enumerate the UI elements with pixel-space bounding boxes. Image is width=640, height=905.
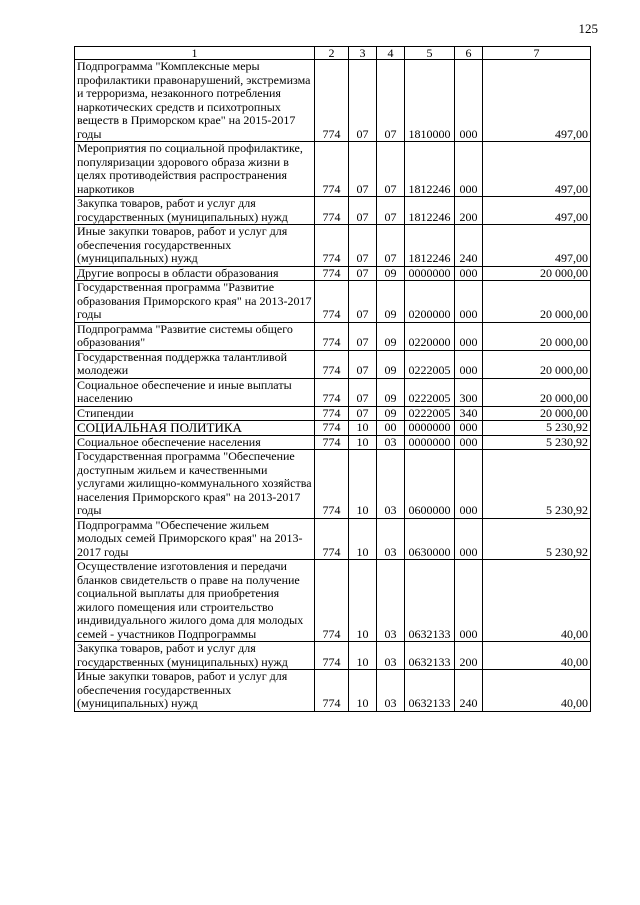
col-header-5: 5 xyxy=(405,47,455,60)
table-row xyxy=(75,350,591,378)
table-row xyxy=(75,266,591,281)
table-row xyxy=(75,642,591,670)
row-col-6: 000 xyxy=(455,450,483,519)
row-col-5: 0000000 xyxy=(405,435,455,450)
row-col-7: 20 000,00 xyxy=(483,350,591,378)
row-name: Иные закупки товаров, работ и услуг для обеспечения государственных (муниципальных) нужд xyxy=(75,225,315,267)
row-col-2: 774 xyxy=(315,560,349,642)
row-name: Мероприятия по социальной профилактике, популяризации здорового образа жизни в целях противодействия распространения наркотиков xyxy=(75,142,315,197)
row-col-2: 774 xyxy=(315,197,349,225)
row-col-3: 10 xyxy=(349,642,377,670)
row-name: Другие вопросы в области образования xyxy=(75,266,315,281)
row-col-4: 07 xyxy=(377,142,405,197)
col-header-7: 7 xyxy=(483,47,591,60)
table-row xyxy=(75,142,591,197)
row-col-2: 774 xyxy=(315,225,349,267)
row-col-4: 09 xyxy=(377,266,405,281)
row-col-4: 03 xyxy=(377,670,405,712)
row-name: Социальное обеспечение и иные выплаты населению xyxy=(75,378,315,406)
row-col-2: 774 xyxy=(315,60,349,142)
row-col-6: 000 xyxy=(455,281,483,323)
row-name: Социальное обеспечение населения xyxy=(75,435,315,450)
row-name: Осуществление изготовления и передачи бланков свидетельств о праве на получение социальной выплаты для приобретения жилого помещения или строительство индивидуального жилого дома для молодых семей - участников Подпрограммы xyxy=(75,560,315,642)
row-name: Иные закупки товаров, работ и услуг для обеспечения государственных (муниципальных) нужд xyxy=(75,670,315,712)
row-col-3: 07 xyxy=(349,378,377,406)
table-header-row xyxy=(75,47,591,60)
row-col-3: 07 xyxy=(349,350,377,378)
row-col-4: 09 xyxy=(377,378,405,406)
row-col-6: 200 xyxy=(455,642,483,670)
row-col-5: 0222005 xyxy=(405,378,455,406)
table-row xyxy=(75,435,591,450)
row-col-7: 497,00 xyxy=(483,60,591,142)
row-col-7: 497,00 xyxy=(483,225,591,267)
row-col-7: 20 000,00 xyxy=(483,378,591,406)
row-col-7: 497,00 xyxy=(483,142,591,197)
row-col-3: 10 xyxy=(349,560,377,642)
col-header-6: 6 xyxy=(455,47,483,60)
row-name: СОЦИАЛЬНАЯ ПОЛИТИКА xyxy=(75,421,315,436)
row-col-4: 07 xyxy=(377,197,405,225)
row-col-5: 0000000 xyxy=(405,266,455,281)
row-col-6: 300 xyxy=(455,378,483,406)
row-col-3: 07 xyxy=(349,406,377,421)
row-col-3: 07 xyxy=(349,322,377,350)
row-col-5: 0220000 xyxy=(405,322,455,350)
row-col-6: 000 xyxy=(455,518,483,560)
row-name: Государственная поддержка талантливой молодежи xyxy=(75,350,315,378)
row-col-6: 000 xyxy=(455,435,483,450)
row-col-7: 5 230,92 xyxy=(483,450,591,519)
row-col-3: 07 xyxy=(349,225,377,267)
row-col-2: 774 xyxy=(315,281,349,323)
row-col-2: 774 xyxy=(315,406,349,421)
row-col-5: 1812246 xyxy=(405,142,455,197)
row-col-4: 00 xyxy=(377,421,405,436)
row-col-7: 40,00 xyxy=(483,560,591,642)
row-col-2: 774 xyxy=(315,450,349,519)
row-name: Закупка товаров, работ и услуг для государственных (муниципальных) нужд xyxy=(75,197,315,225)
row-name: Подпрограмма "Комплексные меры профилактики правонарушений, экстремизма и терроризма, незаконного потребления наркотических средств и психотропных веществ в Приморском крае" на 2015-2017 годы xyxy=(75,60,315,142)
table-row xyxy=(75,406,591,421)
row-col-4: 09 xyxy=(377,281,405,323)
row-col-6: 200 xyxy=(455,197,483,225)
row-col-4: 03 xyxy=(377,435,405,450)
row-col-4: 03 xyxy=(377,518,405,560)
row-col-6: 000 xyxy=(455,350,483,378)
row-col-3: 07 xyxy=(349,197,377,225)
budget-table xyxy=(74,46,591,712)
row-col-5: 0632133 xyxy=(405,560,455,642)
row-col-4: 07 xyxy=(377,60,405,142)
row-col-7: 20 000,00 xyxy=(483,266,591,281)
row-col-7: 20 000,00 xyxy=(483,406,591,421)
row-col-4: 09 xyxy=(377,350,405,378)
row-col-2: 774 xyxy=(315,642,349,670)
row-col-6: 240 xyxy=(455,225,483,267)
col-header-4: 4 xyxy=(377,47,405,60)
row-name: Государственная программа "Развитие образования Приморского края" на 2013-2017 годы xyxy=(75,281,315,323)
row-col-4: 09 xyxy=(377,406,405,421)
row-col-7: 5 230,92 xyxy=(483,435,591,450)
row-col-3: 10 xyxy=(349,421,377,436)
row-col-2: 774 xyxy=(315,378,349,406)
row-col-4: 03 xyxy=(377,642,405,670)
row-col-3: 07 xyxy=(349,266,377,281)
row-col-2: 774 xyxy=(315,322,349,350)
row-col-3: 10 xyxy=(349,450,377,519)
row-col-4: 03 xyxy=(377,560,405,642)
row-col-2: 774 xyxy=(315,350,349,378)
row-col-3: 10 xyxy=(349,670,377,712)
row-name: Стипендии xyxy=(75,406,315,421)
row-col-3: 07 xyxy=(349,281,377,323)
row-col-6: 000 xyxy=(455,266,483,281)
row-col-7: 5 230,92 xyxy=(483,518,591,560)
row-col-7: 40,00 xyxy=(483,670,591,712)
row-col-2: 774 xyxy=(315,518,349,560)
row-col-2: 774 xyxy=(315,435,349,450)
row-col-5: 0000000 xyxy=(405,421,455,436)
row-name: Подпрограмма "Развитие системы общего образования" xyxy=(75,322,315,350)
row-col-6: 000 xyxy=(455,60,483,142)
row-col-6: 000 xyxy=(455,142,483,197)
col-header-1: 1 xyxy=(75,47,315,60)
row-col-5: 1810000 xyxy=(405,60,455,142)
row-col-4: 07 xyxy=(377,225,405,267)
table-row xyxy=(75,421,591,436)
table-row xyxy=(75,450,591,519)
row-col-5: 1812246 xyxy=(405,225,455,267)
row-col-5: 0222005 xyxy=(405,406,455,421)
row-col-4: 03 xyxy=(377,450,405,519)
table-row xyxy=(75,197,591,225)
row-col-5: 0200000 xyxy=(405,281,455,323)
row-name: Закупка товаров, работ и услуг для государственных (муниципальных) нужд xyxy=(75,642,315,670)
col-header-3: 3 xyxy=(349,47,377,60)
table-row xyxy=(75,670,591,712)
row-name: Государственная программа "Обеспечение доступным жильем и качественными услугами жилищно-коммунального хозяйства населения Приморского края" на 2013-2017 годы xyxy=(75,450,315,519)
row-col-7: 40,00 xyxy=(483,642,591,670)
row-col-2: 774 xyxy=(315,670,349,712)
table-row xyxy=(75,322,591,350)
row-col-5: 0630000 xyxy=(405,518,455,560)
col-header-2: 2 xyxy=(315,47,349,60)
row-col-7: 20 000,00 xyxy=(483,281,591,323)
row-col-6: 000 xyxy=(455,322,483,350)
row-col-3: 10 xyxy=(349,435,377,450)
row-col-7: 497,00 xyxy=(483,197,591,225)
row-col-2: 774 xyxy=(315,421,349,436)
page-number: 125 xyxy=(578,21,598,36)
row-col-7: 5 230,92 xyxy=(483,421,591,436)
table-row xyxy=(75,518,591,560)
row-col-2: 774 xyxy=(315,142,349,197)
row-col-5: 0632133 xyxy=(405,670,455,712)
table-row xyxy=(75,225,591,267)
table-row xyxy=(75,281,591,323)
row-col-6: 240 xyxy=(455,670,483,712)
row-name: Подпрограмма "Обеспечение жильем молодых семей Приморского края" на 2013-2017 годы xyxy=(75,518,315,560)
row-col-3: 10 xyxy=(349,518,377,560)
row-col-5: 1812246 xyxy=(405,197,455,225)
row-col-4: 09 xyxy=(377,322,405,350)
row-col-6: 000 xyxy=(455,421,483,436)
row-col-5: 0222005 xyxy=(405,350,455,378)
row-col-2: 774 xyxy=(315,266,349,281)
table-row xyxy=(75,60,591,142)
row-col-5: 0632133 xyxy=(405,642,455,670)
row-col-6: 340 xyxy=(455,406,483,421)
row-col-6: 000 xyxy=(455,560,483,642)
row-col-7: 20 000,00 xyxy=(483,322,591,350)
table-row xyxy=(75,378,591,406)
row-col-3: 07 xyxy=(349,60,377,142)
table-row xyxy=(75,560,591,642)
row-col-5: 0600000 xyxy=(405,450,455,519)
row-col-3: 07 xyxy=(349,142,377,197)
